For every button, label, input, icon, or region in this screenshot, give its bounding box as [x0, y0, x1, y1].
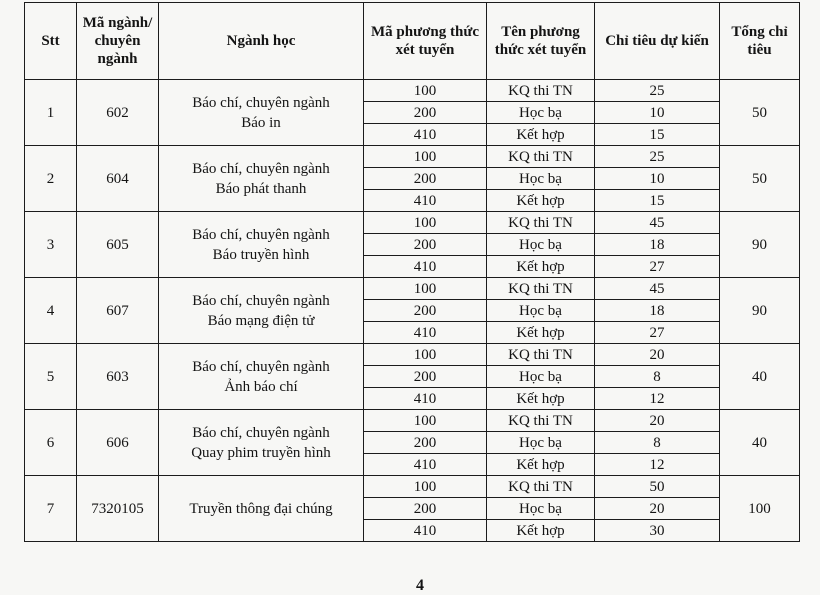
method-code: 200 [364, 432, 487, 454]
admission-quota-table [24, 2, 800, 542]
table-row [25, 278, 800, 300]
method-code: 410 [364, 388, 487, 410]
method-code: 410 [364, 322, 487, 344]
row-major-name [159, 146, 364, 212]
row-major-name [159, 80, 364, 146]
method-quota: 18 [595, 234, 720, 256]
row-major-code: 604 [77, 146, 159, 212]
table-header-row [25, 3, 800, 80]
method-name: KQ thi TN [487, 410, 595, 432]
method-quota: 10 [595, 102, 720, 124]
table-row [25, 344, 800, 366]
major-name-line-1: Báo chí, chuyên ngành [192, 226, 330, 243]
header-total: Tổng chỉ tiêu [720, 3, 800, 80]
method-name: Kết hợp [487, 520, 595, 542]
table-row [25, 476, 800, 498]
method-code: 100 [364, 344, 487, 366]
method-code: 100 [364, 146, 487, 168]
page-number: 4 [416, 577, 424, 594]
method-code: 200 [364, 300, 487, 322]
method-code: 200 [364, 234, 487, 256]
table-row [25, 410, 800, 432]
row-major-name [159, 410, 364, 476]
row-major-name [159, 212, 364, 278]
row-stt: 3 [25, 212, 77, 278]
method-quota: 25 [595, 146, 720, 168]
method-name: Kết hợp [487, 124, 595, 146]
method-quota: 15 [595, 124, 720, 146]
major-name-line-2: Báo mạng điện tử [207, 312, 315, 329]
method-code: 100 [364, 80, 487, 102]
header-method-code: Mã phương thức xét tuyển [364, 3, 487, 80]
method-quota: 50 [595, 476, 720, 498]
method-quota: 27 [595, 322, 720, 344]
method-quota: 20 [595, 410, 720, 432]
row-major-code: 605 [77, 212, 159, 278]
row-stt: 5 [25, 344, 77, 410]
major-name-line-1: Báo chí, chuyên ngành [192, 358, 330, 375]
row-total-quota: 40 [720, 410, 800, 476]
method-name: Học bạ [487, 498, 595, 520]
method-quota: 12 [595, 454, 720, 476]
method-quota: 8 [595, 366, 720, 388]
header-stt: Stt [25, 3, 77, 80]
method-quota: 25 [595, 80, 720, 102]
method-name: Kết hợp [487, 190, 595, 212]
table-body [25, 80, 800, 542]
method-name: KQ thi TN [487, 212, 595, 234]
method-name: Kết hợp [487, 388, 595, 410]
major-name-line-1: Báo chí, chuyên ngành [192, 292, 330, 309]
method-code: 100 [364, 476, 487, 498]
method-quota: 8 [595, 432, 720, 454]
major-name-line-2: Báo truyền hình [212, 246, 310, 263]
method-code: 410 [364, 124, 487, 146]
method-code: 200 [364, 498, 487, 520]
row-total-quota: 90 [720, 212, 800, 278]
method-name: Học bạ [487, 102, 595, 124]
method-name: KQ thi TN [487, 278, 595, 300]
method-name: Học bạ [487, 300, 595, 322]
major-name-line-2: Ảnh báo chí [224, 378, 298, 395]
row-major-name [159, 278, 364, 344]
method-quota: 12 [595, 388, 720, 410]
row-stt: 6 [25, 410, 77, 476]
method-code: 410 [364, 520, 487, 542]
method-name: KQ thi TN [487, 146, 595, 168]
method-quota: 45 [595, 212, 720, 234]
method-name: Kết hợp [487, 454, 595, 476]
header-major-code: Mã ngành/ chuyên ngành [77, 3, 159, 80]
method-code: 410 [364, 454, 487, 476]
row-stt: 2 [25, 146, 77, 212]
row-total-quota: 50 [720, 146, 800, 212]
row-total-quota: 100 [720, 476, 800, 542]
row-major-code: 603 [77, 344, 159, 410]
major-name-line-1: Truyền thông đại chúng [189, 500, 333, 517]
row-total-quota: 90 [720, 278, 800, 344]
row-stt: 1 [25, 80, 77, 146]
row-major-code: 602 [77, 80, 159, 146]
row-major-name [159, 344, 364, 410]
header-method-name: Tên phương thức xét tuyển [487, 3, 595, 80]
major-name-line-2: Báo in [241, 114, 281, 131]
major-name-line-2: Quay phim truyền hình [191, 444, 331, 461]
method-quota: 10 [595, 168, 720, 190]
method-name: KQ thi TN [487, 80, 595, 102]
row-major-code: 7320105 [77, 476, 159, 542]
table-row [25, 146, 800, 168]
method-code: 100 [364, 278, 487, 300]
method-quota: 27 [595, 256, 720, 278]
header-quota: Chỉ tiêu dự kiến [595, 3, 720, 80]
method-code: 200 [364, 366, 487, 388]
method-code: 200 [364, 102, 487, 124]
method-quota: 18 [595, 300, 720, 322]
major-name-line-1: Báo chí, chuyên ngành [192, 94, 330, 111]
row-total-quota: 50 [720, 80, 800, 146]
method-quota: 15 [595, 190, 720, 212]
method-name: Kết hợp [487, 256, 595, 278]
row-stt: 7 [25, 476, 77, 542]
method-name: Kết hợp [487, 322, 595, 344]
row-major-name [159, 476, 364, 542]
header-major: Ngành học [159, 3, 364, 80]
method-name: Học bạ [487, 234, 595, 256]
method-name: Học bạ [487, 366, 595, 388]
table-row [25, 212, 800, 234]
method-code: 410 [364, 190, 487, 212]
method-code: 200 [364, 168, 487, 190]
method-quota: 20 [595, 498, 720, 520]
major-name-line-1: Báo chí, chuyên ngành [192, 160, 330, 177]
method-name: Học bạ [487, 432, 595, 454]
major-name-line-2: Báo phát thanh [215, 180, 307, 197]
row-major-code: 606 [77, 410, 159, 476]
major-name-line-1: Báo chí, chuyên ngành [192, 424, 330, 441]
method-quota: 20 [595, 344, 720, 366]
method-name: KQ thi TN [487, 344, 595, 366]
method-name: KQ thi TN [487, 476, 595, 498]
row-stt: 4 [25, 278, 77, 344]
method-quota: 45 [595, 278, 720, 300]
method-code: 100 [364, 410, 487, 432]
row-major-code: 607 [77, 278, 159, 344]
method-code: 410 [364, 256, 487, 278]
method-name: Học bạ [487, 168, 595, 190]
row-total-quota: 40 [720, 344, 800, 410]
method-code: 100 [364, 212, 487, 234]
method-quota: 30 [595, 520, 720, 542]
table-row [25, 80, 800, 102]
